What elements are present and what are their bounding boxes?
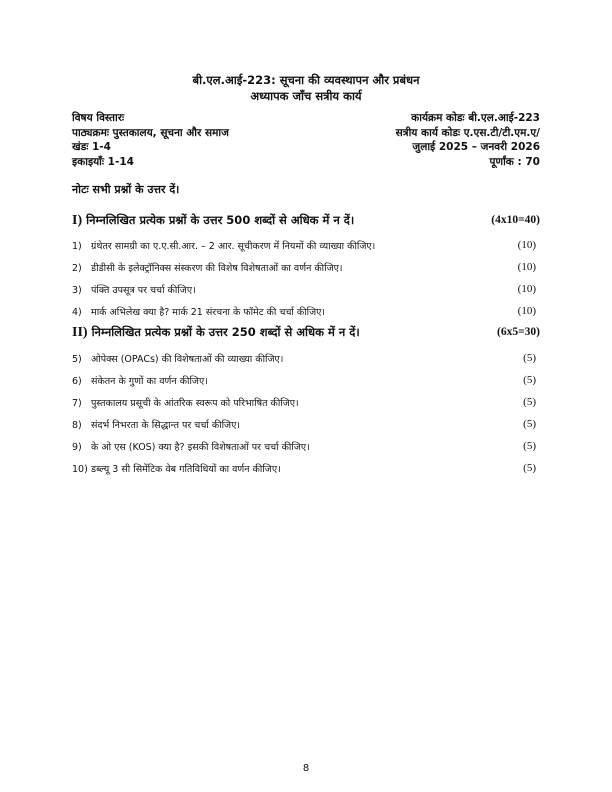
info-subject: विषय विस्तारः bbox=[72, 112, 125, 124]
question-text: पुस्तकालय प्रसूची के आंतरिक स्वरूप को परिभाषित कीजिए। bbox=[91, 398, 299, 409]
instruction-note: नोटः सभी प्रश्नों के उत्तर दें। bbox=[72, 183, 180, 196]
question-marks: (10) bbox=[517, 239, 536, 251]
question-marks: (5) bbox=[523, 418, 536, 430]
question-marks: (5) bbox=[523, 462, 536, 474]
info-units: इकाइयाँः 1-14 bbox=[72, 156, 134, 168]
section-numeral: I) bbox=[72, 213, 83, 228]
section-numeral: II) bbox=[72, 325, 88, 340]
question-text: पंक्ति उपसूत्र पर चर्चा कीजिए। bbox=[91, 285, 196, 296]
document-title: बी.एल.आई-223: सूचना की व्यवस्थापन और प्रबंधन bbox=[192, 73, 420, 87]
question-marks: (10) bbox=[517, 283, 536, 295]
page-number: 8 bbox=[302, 763, 310, 774]
question-number: 7) bbox=[72, 398, 82, 409]
section-marks: (4x10=40) bbox=[491, 214, 540, 226]
info-assignment-code: सत्रीय कार्य कोडः ए.एस.टी/टी.एम.ए/ bbox=[395, 127, 540, 139]
info-course: पाठ्यक्रमः पुस्तकालय, सूचना और समाज bbox=[72, 127, 229, 139]
info-blocks: खंडः 1-4 bbox=[72, 141, 111, 153]
question-text: संदर्भ निभरता के सिद्धान्त पर चर्चा कीजिए। bbox=[91, 420, 240, 431]
question-marks: (5) bbox=[523, 352, 536, 364]
question-text: के ओ एस (KOS) क्या है? इसकी विशेषताओं पर चर्चा कीजिए। bbox=[91, 442, 310, 453]
question-marks: (5) bbox=[523, 440, 536, 452]
question-marks: (5) bbox=[523, 374, 536, 386]
question-marks: (10) bbox=[517, 305, 536, 317]
section-instruction: निम्नलिखित प्रत्येक प्रश्नों के उत्तर 500 शब्दों से अधिक में न दें। bbox=[86, 213, 355, 227]
question-number: 9) bbox=[72, 442, 82, 453]
question-text: ओपेक्स (OPACs) की विशेषताओं की व्याख्या कीजिए। bbox=[91, 354, 284, 365]
section-instruction: निम्नलिखित प्रत्येक प्रश्नों के उत्तर 250 शब्दों से अधिक में न दें। bbox=[91, 325, 360, 339]
info-max-marks: पूर्णांक : 70 bbox=[489, 156, 540, 168]
question-number: 1) bbox=[72, 241, 82, 252]
question-marks: (10) bbox=[517, 261, 536, 273]
info-session: जुलाई 2025 – जनवरी 2026 bbox=[412, 141, 540, 153]
question-text: ग्रंथेतर सामग्री का ए.ए.सी.आर. – 2 आर. सूचीकरण में नियमों की व्याख्या कीजिए। bbox=[91, 241, 376, 252]
question-number: 3) bbox=[72, 285, 82, 296]
question-number: 4) bbox=[72, 307, 82, 318]
question-marks: (5) bbox=[523, 396, 536, 408]
question-number: 10) bbox=[72, 464, 88, 475]
question-text: मार्क अभिलेख क्या है? मार्क 21 संरचना के फॉमेट की चर्चा कीजिए। bbox=[91, 307, 325, 318]
question-number: 5) bbox=[72, 354, 82, 365]
document-subtitle: अध्यापक जाँच सत्रीय कार्य bbox=[250, 89, 362, 103]
question-number: 6) bbox=[72, 376, 82, 387]
info-program-code: कार्यक्रम कोडः बी.एल.आई-223 bbox=[411, 112, 540, 124]
question-number: 2) bbox=[72, 263, 82, 274]
question-text: डीडीसी के इलेक्ट्रॉनिक्स संस्करण की विशेष विशेषताओं का वर्णन कीजिए। bbox=[91, 263, 343, 274]
question-number: 8) bbox=[72, 420, 82, 431]
question-text: डब्ल्यू 3 सी सिमेंटिक वेब गतिविधियों का वर्णन कीजिए। bbox=[91, 464, 281, 475]
section-marks: (6x5=30) bbox=[497, 326, 540, 338]
question-text: संकेतन के गुणों का वर्णन कीजिए। bbox=[91, 376, 208, 387]
